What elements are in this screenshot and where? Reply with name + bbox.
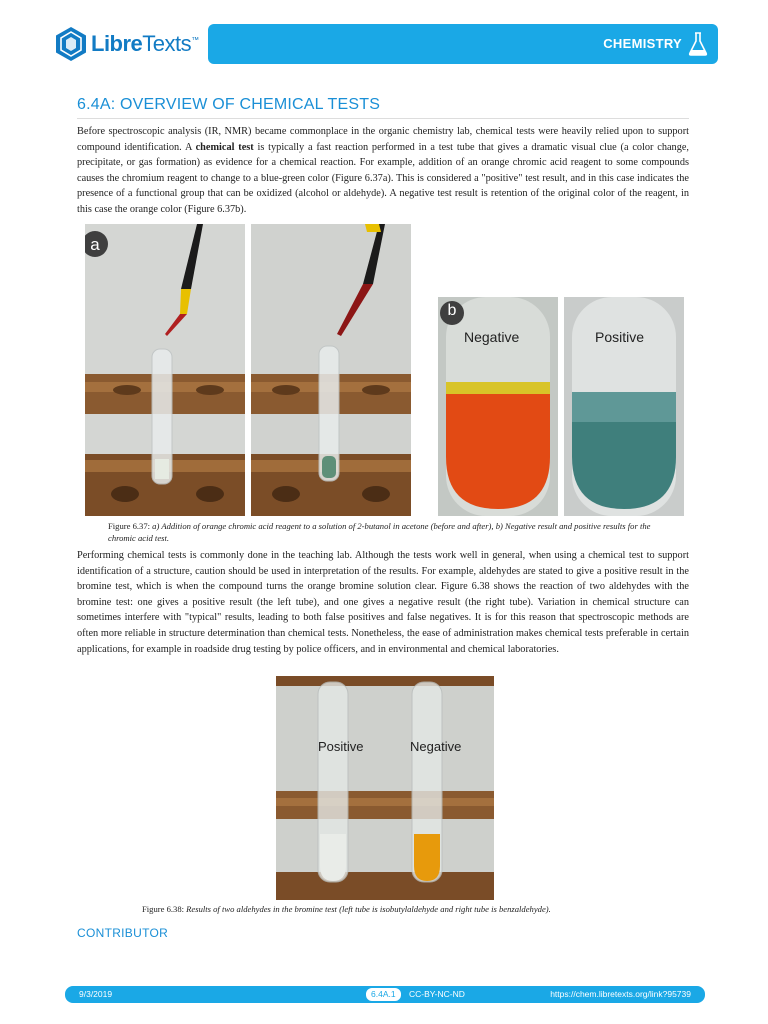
body-paragraph-2: Performing chemical tests is commonly done in the teaching lab. Although the tests work well in general, when using a chemical test to support identification of a structure, caution should be used in interpretation of the results. For example, aldehydes are stated to give a positive result in the bromine test, which is when the compound turns the orange bromine solution clear. Figure 6.38 shows the reaction of two aldehydes with the bromine test: one gives a positive result (the left tube), and one gives a negative result (the right tube). Variation in chemical structure can sometimes interfere with "typical" results, leading to both false positives and false negatives. It is for this reason that spectroscopic methods are often more reliable in structure determination than chemical tests. Nonetheless, the ease of administration makes chemical tests preferable in certain applications, for example in roadside drug testing by police officers, and in environmental and chemical laboratories. xyxy=(77,550,689,655)
libretexts-logo[interactable] xyxy=(55,24,199,64)
page-header xyxy=(0,0,768,85)
page-title: 6.4A: OVERVIEW OF CHEMICAL TESTS xyxy=(77,96,381,113)
logo-wordmark: LibreTexts™ xyxy=(91,31,199,56)
title-divider xyxy=(77,118,689,119)
positive-label: Positive xyxy=(595,329,645,345)
chemical-test-term: chemical test xyxy=(195,141,254,153)
footer-page-number: 6.4A.1 xyxy=(366,988,401,1001)
figure-label-a: a xyxy=(90,235,100,254)
footer-link[interactable]: https://chem.libretexts.org/link?95739 xyxy=(550,989,691,999)
footer-date: 9/3/2019 xyxy=(79,989,113,999)
figure-label-b: b xyxy=(447,302,457,319)
figure-6-38-photo xyxy=(276,676,494,900)
figure-6-37-caption: Figure 6.37: a) Addition of orange chromic acid reagent to a solution of 2-butanol in acetone (before and after), b) Negative result and positive results for the chromic acid test. xyxy=(108,521,651,543)
flask-icon xyxy=(688,31,708,57)
positive-tube-label: Positive xyxy=(318,739,364,754)
contributor-heading[interactable]: CONTRIBUTOR xyxy=(77,926,169,940)
figure-6-38-caption: Figure 6.38: Results of two aldehydes in the bromine test (left tube is isobutylaldehyde and right tube is benzaldehyde). xyxy=(142,904,551,914)
intro-paragraph: Before spectroscopic analysis (IR, NMR) became commonplace in the organic chemistry lab, chemical tests were heavily relied upon to support compound identification. A chemical test is typically a fast reaction performed in a test tube that gives a dramatic visual clue (a color change, precipitate, or gas formation) as evidence for a chemical reaction. For example, addition of an orange chromic acid reagent to some compounds causes the chromium reagent to change to a blue-green color (Figure 6.37a). This is considered a "positive" test result, and in this case indicates the presence of a functional group that can be oxidized (alcohol or aldehyde). A negative test result is retention of the original color of the reagent, in this case the orange color (Figure 6.37b). xyxy=(77,126,689,215)
negative-label: Negative xyxy=(464,329,520,345)
libretexts-hex-icon xyxy=(55,26,87,62)
figure-6-37a-before-photo xyxy=(85,224,245,516)
figure-6-37a-after-photo xyxy=(251,224,411,516)
figure-6-37b-negative-photo xyxy=(438,297,558,516)
subject-title[interactable]: CHEMISTRY xyxy=(603,36,682,51)
subject-banner xyxy=(208,24,718,64)
page-footer xyxy=(65,986,705,1003)
negative-tube-label: Negative xyxy=(410,739,462,754)
figure-6-37b-positive-photo xyxy=(564,297,684,516)
footer-license[interactable]: CC-BY-NC-ND xyxy=(409,989,465,999)
